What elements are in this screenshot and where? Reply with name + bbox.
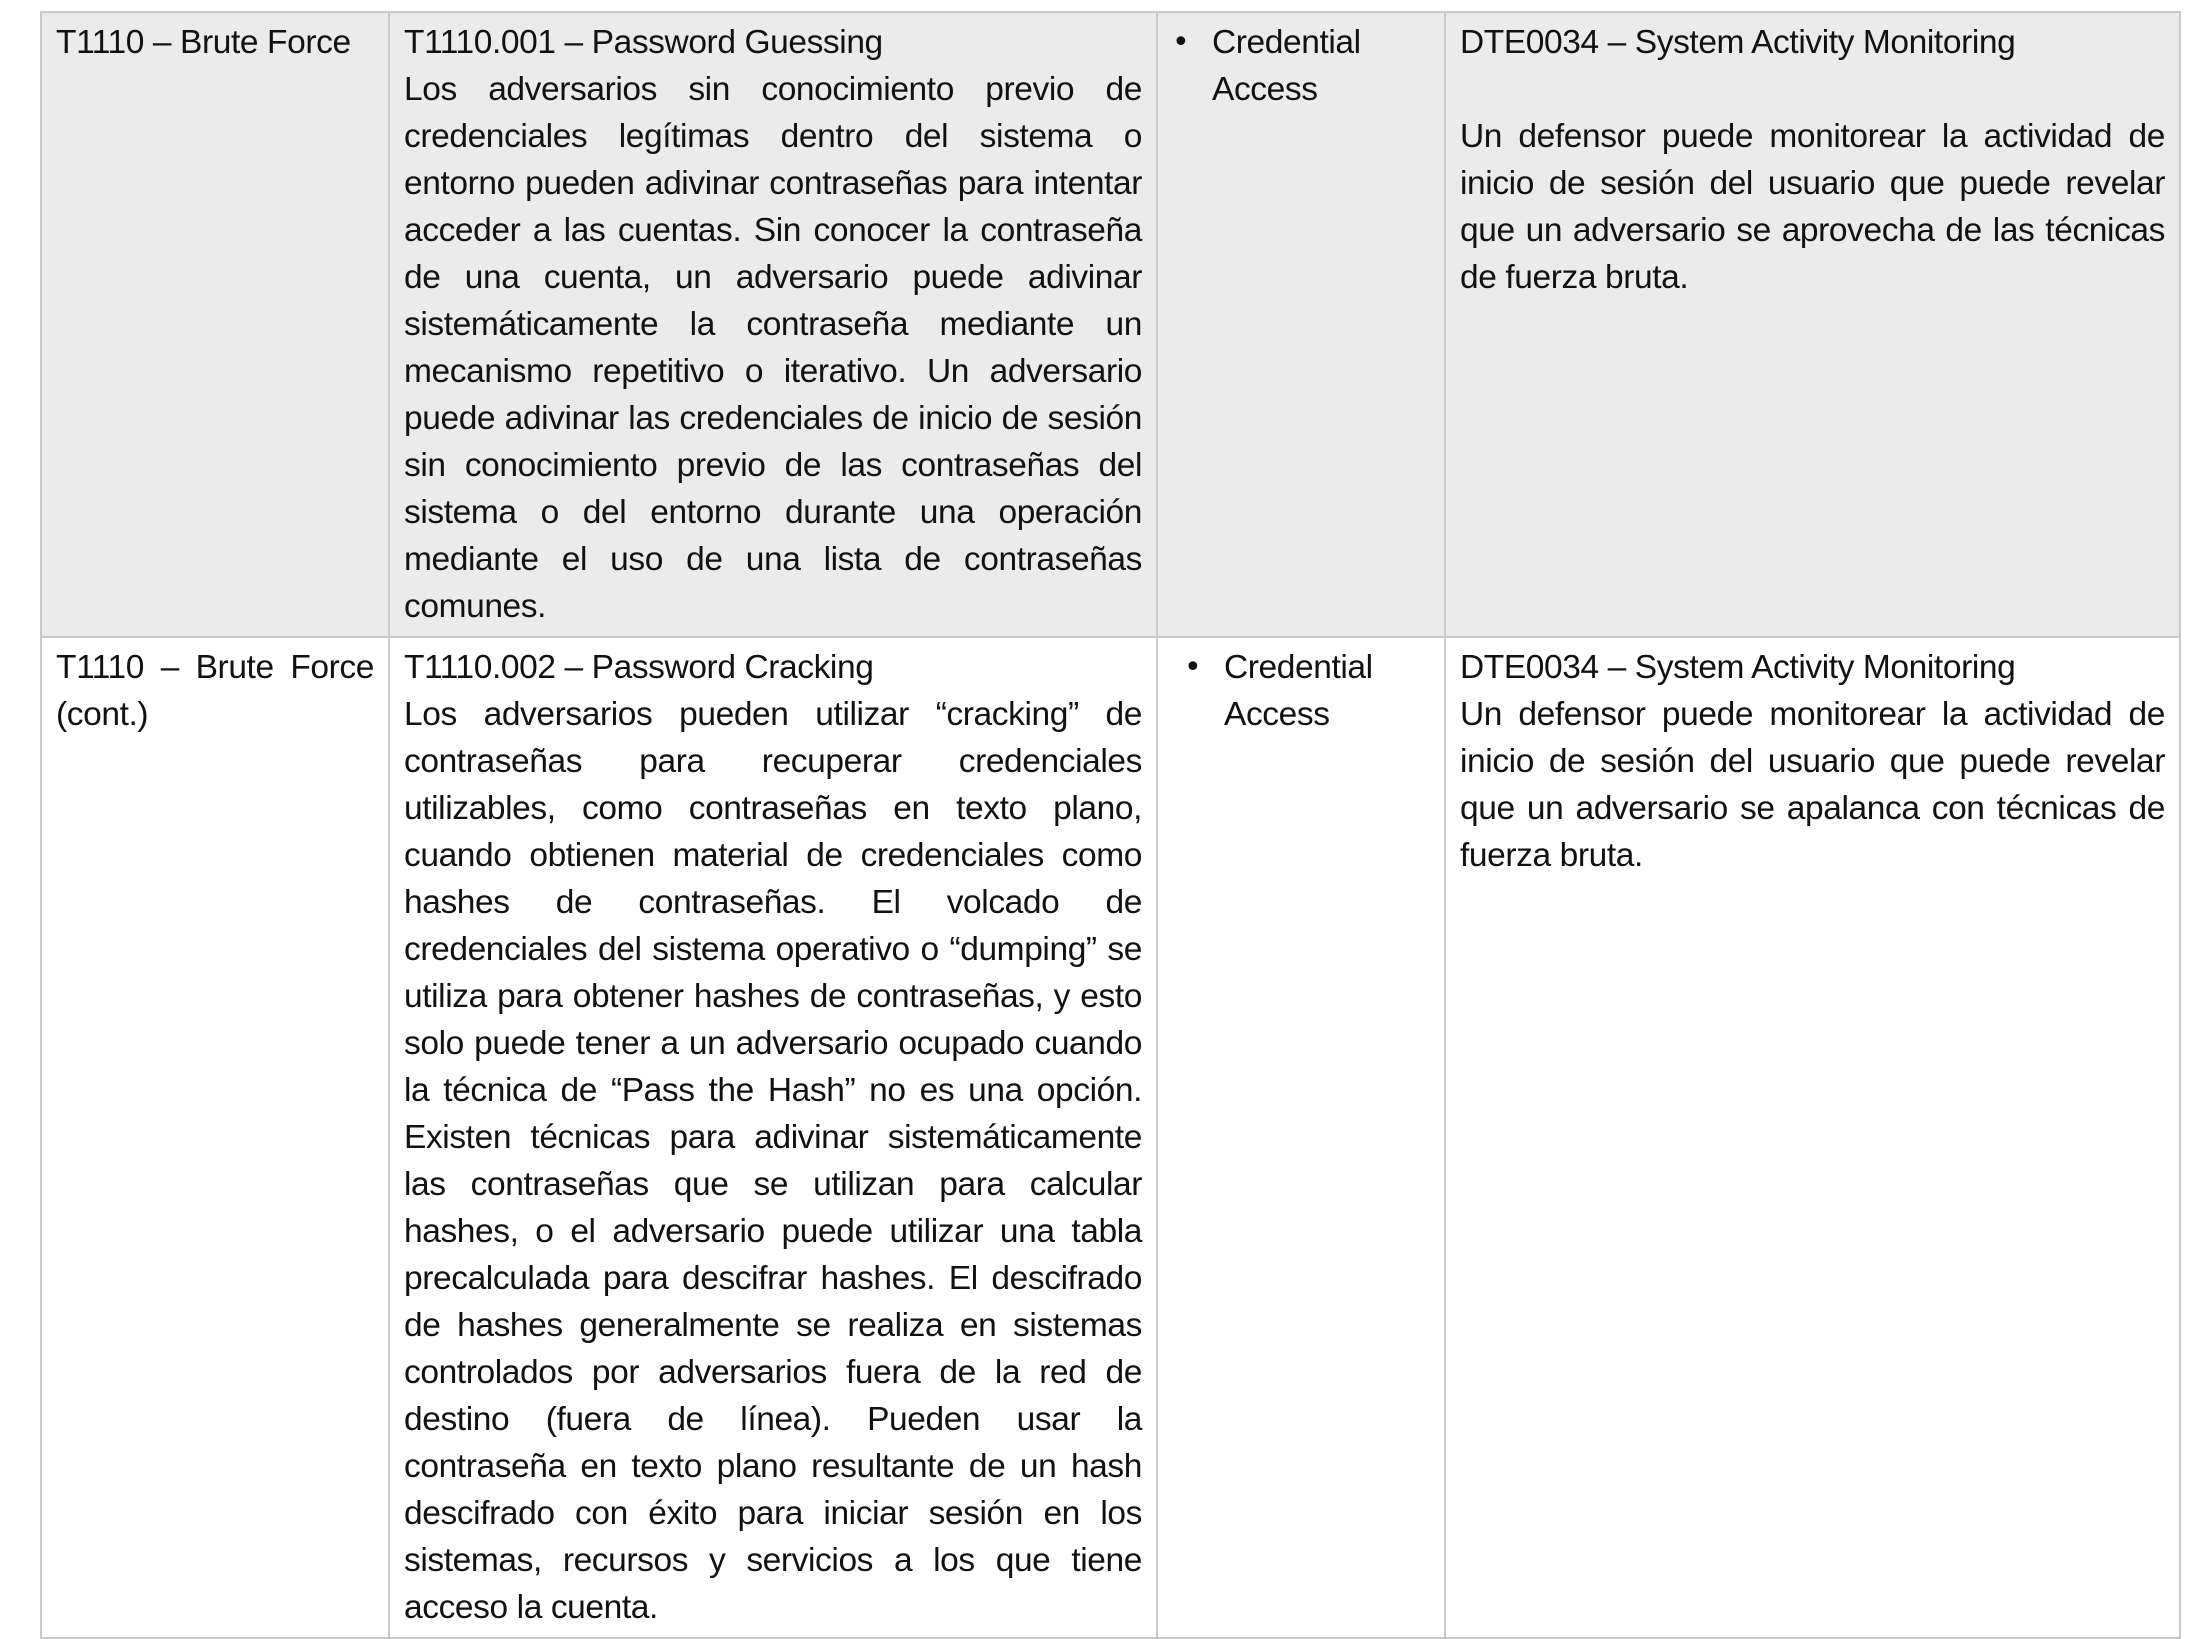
sub-technique-title: T1110.002 – Password Cracking	[404, 649, 874, 686]
defense-title: DTE0034 – System Activity Monitoring	[1460, 649, 2016, 686]
technique-cell	[41, 637, 389, 1638]
defense-description: Un defensor puede monitorear la actividad de inicio de sesión del usuario que puede revelar que un adversario se apalanca con técnicas de fuerza bruta.	[1460, 696, 2165, 874]
sub-technique-description: Los adversarios sin conocimiento previo de credenciales legítimas dentro del sistema o entorno pueden adivinar contraseñas para intentar acceder a las cuentas. Sin conocer la contraseña de una cuenta, un adversario puede adivinar sistemáticamente la contraseña mediante un mecanismo repetitivo o iterativo. Un adversario puede adivinar las credenciales de inicio de sesión sin conocimiento previo de las contraseñas del sistema o del entorno durante una operación mediante el uso de una lista de contraseñas comunes.	[404, 71, 1142, 625]
defense-description: Un defensor puede monitorear la actividad de inicio de sesión del usuario que puede revelar que un adversario se aprovecha de las técnicas de fuerza bruta.	[1460, 118, 2165, 296]
sub-technique-title: T1110.001 – Password Guessing	[404, 24, 883, 61]
sub-technique-cell	[389, 637, 1157, 1638]
tactic-item: • Credential Access	[1212, 19, 1430, 113]
defense-cell	[1445, 637, 2180, 1638]
sub-technique-cell	[389, 12, 1157, 637]
sub-technique-description: Los adversarios pueden utilizar “cracking” de contraseñas para recuperar credenciales utilizables, como contraseñas en texto plano, cuando obtienen material de credenciales como hashes de contraseñas. El volcado de credenciales del sistema operativo o “dumping” se utiliza para obtener hashes de contraseñas, y esto solo puede tener a un adversario ocupado cuando la técnica de “Pass the Hash” no es una opción. Existen técnicas para adivinar sistemáticamente las contraseñas que se utilizan para calcular hashes, o el adversario puede utilizar una tabla precalculada para descifrar hashes. El descifrado de hashes generalmente se realiza en sistemas controlados por adversarios fuera de la red de destino (fuera de línea). Pueden usar la contraseña en texto plano resultante de un hash descifrado con éxito para iniciar sesión en los sistemas, recursos y servicios a los que tiene acceso la cuenta.	[404, 696, 1142, 1626]
blank-line	[1460, 66, 2165, 113]
technique-label: T1110 – Brute Force	[56, 24, 351, 61]
defense-title: DTE0034 – System Activity Monitoring	[1460, 24, 2016, 61]
tactic-cell	[1157, 12, 1445, 637]
technique-cell	[41, 12, 389, 637]
technique-mapping-table	[40, 11, 2181, 1639]
table-row	[41, 637, 2180, 1638]
tactic-item: • Credential Access	[1224, 644, 1430, 738]
table-row	[41, 12, 2180, 637]
tactic-list	[1172, 19, 1430, 113]
technique-label: T1110 – Brute Force (cont.)	[56, 649, 374, 733]
tactic-list	[1172, 644, 1430, 738]
tactic-cell	[1157, 637, 1445, 1638]
defense-cell	[1445, 12, 2180, 637]
document-page	[40, 11, 2179, 1639]
